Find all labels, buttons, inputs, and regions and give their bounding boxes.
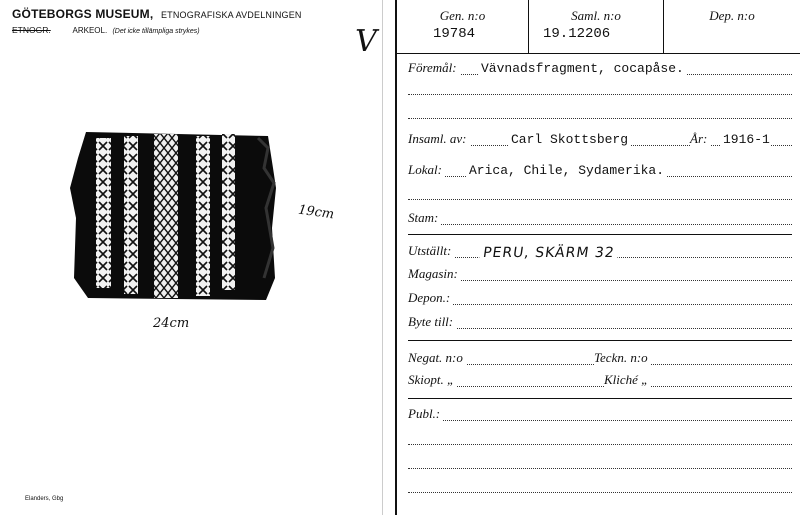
stripe-5 xyxy=(222,134,235,290)
field-magasin xyxy=(408,266,792,284)
depon-label: Depon.: xyxy=(408,290,453,306)
blank-line xyxy=(408,492,792,493)
byte-label: Byte till: xyxy=(408,314,456,330)
magasin-label: Magasin: xyxy=(408,266,461,282)
printer-imprint: Elanders, Gbg xyxy=(25,496,64,502)
section-rule xyxy=(408,398,792,399)
stam-label: Stam: xyxy=(408,210,441,226)
field-utstallt xyxy=(408,243,792,261)
stripe-2 xyxy=(124,136,138,294)
field-depon xyxy=(408,290,792,308)
field-publ xyxy=(408,406,792,424)
field-stam xyxy=(408,210,792,228)
saml-label: Saml. n:o xyxy=(571,8,621,23)
blank-line xyxy=(408,118,792,119)
stripe-3 xyxy=(154,134,178,298)
skiopt-label: Skiopt. „ xyxy=(408,372,457,388)
section-rule xyxy=(408,234,792,235)
insaml-value: Carl Skottsberg xyxy=(508,132,631,147)
blank-line xyxy=(408,468,792,469)
struck-etnogr: ETNOGR. xyxy=(12,25,51,35)
teckn-label: Teckn. n:o xyxy=(594,350,651,366)
foremal-value: Vävnadsfragment, cocapåse. xyxy=(478,61,687,76)
strike-note: (Det icke tillämpliga strykes) xyxy=(112,28,200,35)
textile-photo xyxy=(68,128,278,304)
museum-name: GÖTEBORGS MUSEUM, xyxy=(12,7,154,21)
field-foremal xyxy=(408,60,792,78)
field-byte xyxy=(408,314,792,332)
width-dimension: 24cm xyxy=(153,316,190,331)
blank-line xyxy=(408,94,792,95)
blank-line xyxy=(408,199,792,200)
arkeol-label: ARKEOL. xyxy=(72,26,108,35)
kliche-label: Kliché „ xyxy=(604,372,651,388)
utstallt-label: Utställt: xyxy=(408,243,454,259)
gen-label: Gen. n:o xyxy=(439,8,486,23)
height-dimension: 19cm xyxy=(297,202,336,223)
department-name: ETNOGRAFISKA AVDELNINGEN xyxy=(160,10,302,20)
publ-label: Publ.: xyxy=(408,406,443,422)
field-skiopt xyxy=(408,372,792,390)
utstallt-value: PERU, SKÄRM 32 xyxy=(479,245,619,261)
gen-cell xyxy=(397,0,528,53)
field-negat xyxy=(408,350,792,368)
blank-line xyxy=(408,444,792,445)
ar-label: År: xyxy=(690,131,710,147)
card-divider xyxy=(395,0,397,515)
number-header xyxy=(397,0,800,54)
lokal-value: Arica, Chile, Sydamerika. xyxy=(466,163,667,178)
stripe-1 xyxy=(96,138,111,288)
card-fold xyxy=(382,0,383,515)
check-mark: V xyxy=(351,24,380,59)
section-rule xyxy=(408,340,792,341)
lokal-label: Lokal: xyxy=(408,162,445,178)
museum-header xyxy=(12,7,302,21)
gen-value: 19784 xyxy=(433,26,476,42)
saml-value: 19.12206 xyxy=(543,26,611,42)
ar-value: 1916-1 xyxy=(720,132,770,147)
dep-cell xyxy=(664,0,800,53)
negat-label: Negat. n:o xyxy=(408,350,466,366)
field-insaml xyxy=(408,131,792,149)
stripe-4 xyxy=(196,136,210,296)
field-lokal xyxy=(408,162,792,180)
section-line xyxy=(12,25,200,35)
foremal-label: Föremål: xyxy=(408,60,460,76)
dep-label: Dep. n:o xyxy=(709,8,755,23)
saml-cell xyxy=(529,0,663,53)
insaml-label: Insaml. av: xyxy=(408,131,470,147)
